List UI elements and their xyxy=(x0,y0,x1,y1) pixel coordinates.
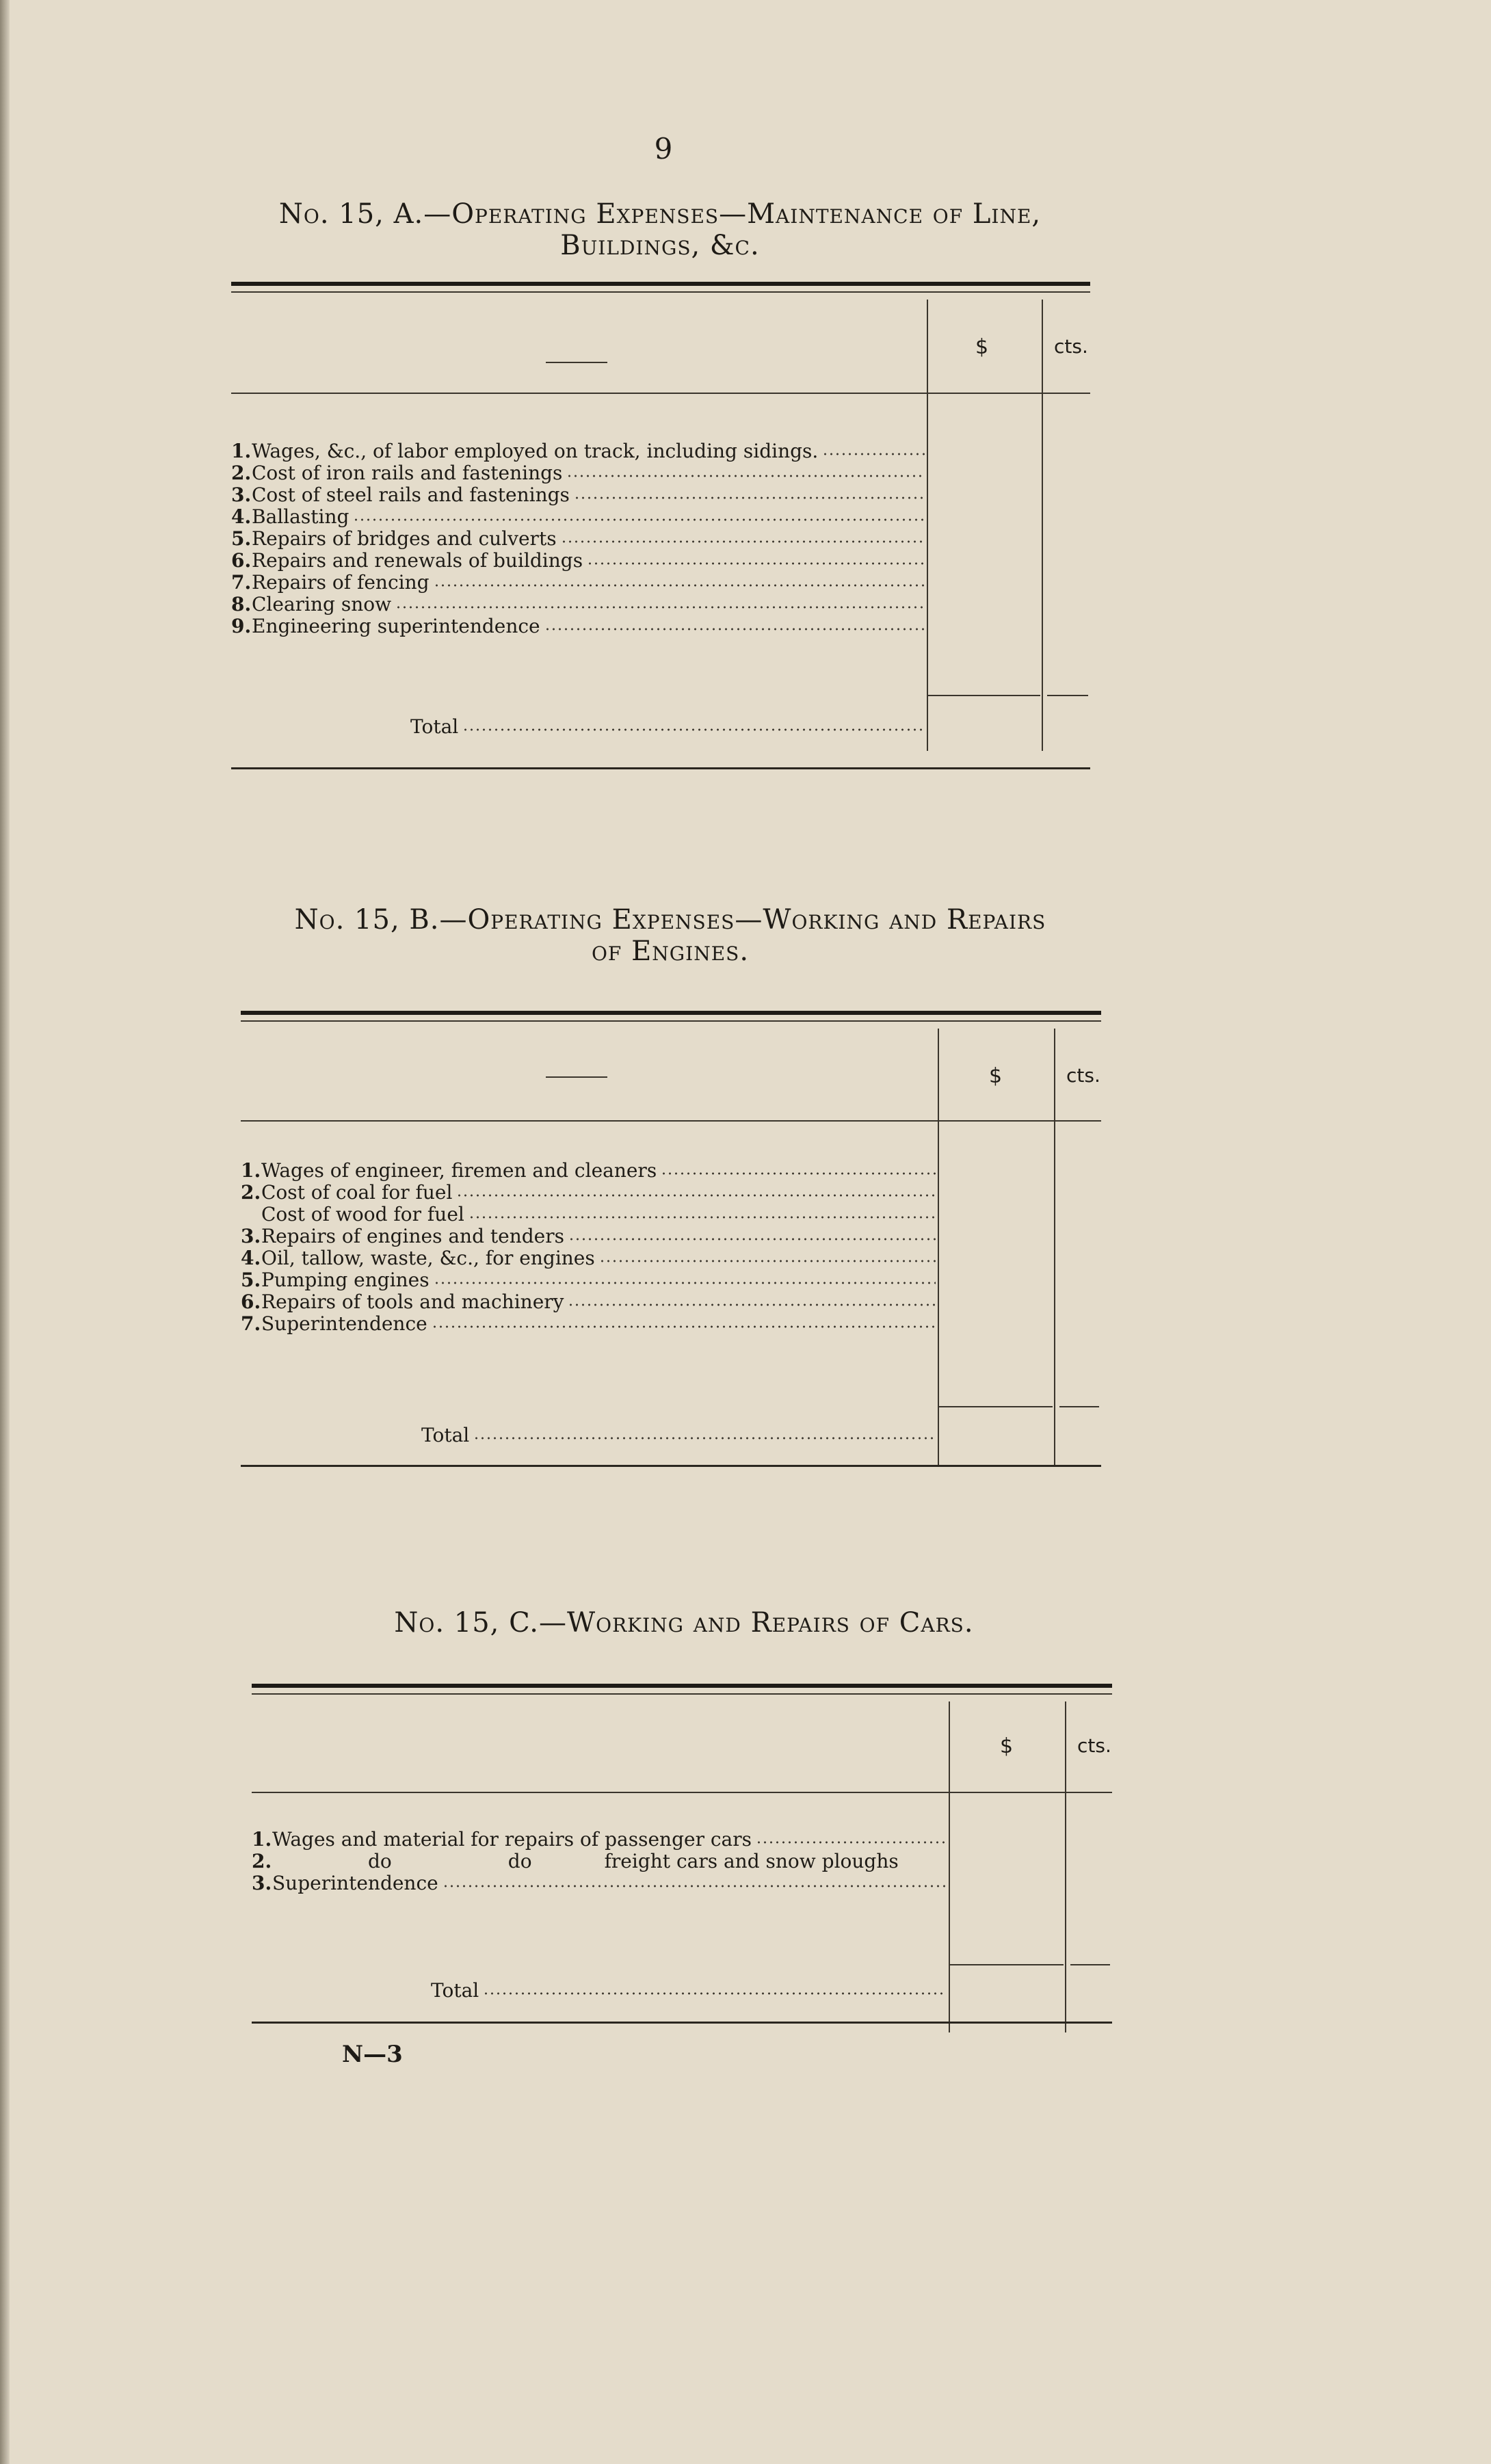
total-label: Total xyxy=(431,1979,479,2002)
dollar-column-divider xyxy=(927,300,928,751)
list-item: 8. Clearing snow xyxy=(231,594,925,615)
list-item: Cost of wood for fuel xyxy=(241,1204,936,1226)
header-bottom-rule xyxy=(231,393,1090,394)
dollar-column-divider xyxy=(949,1701,950,2032)
total-rule-dollar xyxy=(928,695,1040,696)
cents-column-divider xyxy=(1054,1029,1055,1466)
table-top-rule-thin xyxy=(252,1693,1112,1695)
list-item: 7. Superintendence xyxy=(241,1313,936,1335)
page-edge xyxy=(0,0,10,2464)
total-rule-cents xyxy=(1070,1964,1110,1965)
section-a-title xyxy=(226,198,1094,261)
total-label: Total xyxy=(421,1424,470,1446)
dollar-column-header: $ xyxy=(975,335,989,359)
list-item: 3. Cost of steel rails and fastenings xyxy=(231,484,925,506)
list-item: 6. Repairs of tools and machinery xyxy=(241,1291,936,1313)
section-a-title-line1: No. 15, A.—Operating Expenses—Maintenance of Line, xyxy=(278,198,1042,230)
list-item: 4. Ballasting xyxy=(231,506,925,528)
dollar-column-header: $ xyxy=(989,1064,1003,1088)
section-c-title-line1: No. 15, C.—Working and Repairs of Cars. xyxy=(394,1607,974,1639)
header-bottom-rule xyxy=(241,1120,1101,1122)
header-bottom-rule xyxy=(252,1792,1112,1793)
list-item: 6. Repairs and renewals of buildings xyxy=(231,550,925,572)
list-item: 4. Oil, tallow, waste, &c., for engines xyxy=(241,1247,936,1269)
list-item: 1. Wages of engineer, firemen and cleaners xyxy=(241,1160,936,1182)
section-b-title-line2: of Engines. xyxy=(591,936,750,967)
table-bottom-rule xyxy=(231,767,1090,769)
table-top-rule xyxy=(241,1011,1101,1015)
dollar-column-header: $ xyxy=(1000,1734,1014,1758)
page-number: 9 xyxy=(654,132,673,165)
cents-column-divider xyxy=(1065,1701,1066,2032)
list-item: 3. Repairs of engines and tenders xyxy=(241,1226,936,1247)
cents-column-divider xyxy=(1042,300,1043,751)
total-label: Total xyxy=(410,715,459,738)
list-item: 2. do do freight cars and snow ploughs xyxy=(252,1850,899,1872)
cents-column-header: cts. xyxy=(1066,1064,1100,1087)
header-dash xyxy=(546,362,607,363)
section-b-total xyxy=(421,1424,936,1446)
section-a-items xyxy=(231,440,925,637)
section-b-title xyxy=(233,904,1108,967)
table-bottom-rule xyxy=(241,1465,1101,1467)
list-item: 3. Superintendence xyxy=(252,1872,947,1894)
list-item: 5. Repairs of bridges and culverts xyxy=(231,528,925,550)
section-c-table xyxy=(252,1684,1112,2039)
table-top-rule-thin xyxy=(241,1020,1101,1022)
signature-mark: N—3 xyxy=(342,2041,403,2068)
section-a-total xyxy=(410,715,925,738)
section-a-table xyxy=(231,282,1090,774)
table-top-rule xyxy=(252,1684,1112,1688)
total-rule-cents xyxy=(1059,1406,1099,1407)
section-c-title xyxy=(260,1607,1108,1639)
section-c-items xyxy=(252,1829,947,1894)
cents-column-header: cts. xyxy=(1077,1734,1111,1757)
list-item: 9. Engineering superintendence xyxy=(231,615,925,637)
section-b-title-line1: No. 15, B.—Operating Expenses—Working and Repairs xyxy=(294,904,1046,936)
total-rule-cents xyxy=(1047,695,1088,696)
section-c-total xyxy=(431,1979,947,2002)
section-a-title-line2: Buildings, &c. xyxy=(560,230,760,261)
cents-column-header: cts. xyxy=(1054,335,1088,358)
total-rule-dollar xyxy=(950,1964,1064,1965)
list-item: 2. Cost of coal for fuel xyxy=(241,1182,936,1204)
header-dash xyxy=(546,1076,607,1078)
list-item: 2. Cost of iron rails and fastenings xyxy=(231,462,925,484)
dollar-column-divider xyxy=(938,1029,939,1466)
table-top-rule-thin xyxy=(231,291,1090,293)
list-item: 5. Pumping engines xyxy=(241,1269,936,1291)
section-b-items xyxy=(241,1160,936,1335)
list-item: 7. Repairs of fencing xyxy=(231,572,925,594)
total-rule-dollar xyxy=(939,1406,1053,1407)
section-b-table xyxy=(241,1011,1101,1489)
list-item: 1. Wages and material for repairs of passenger cars xyxy=(252,1829,947,1851)
table-top-rule xyxy=(231,282,1090,286)
table-bottom-rule xyxy=(252,2022,1112,2024)
list-item: 1. Wages, &c., of labor employed on track, including sidings. xyxy=(231,440,925,462)
